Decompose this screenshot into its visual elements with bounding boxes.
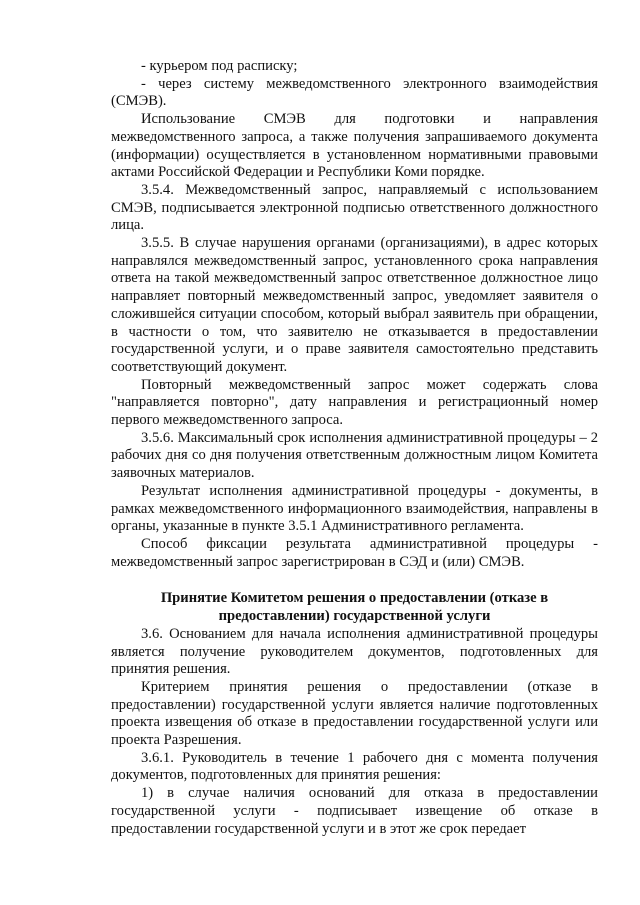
paragraph-3-5-5: 3.5.5. В случае нарушения органами (организациями), в адрес которых направлялся межведомственный запрос, установленного срока направления ответа на такой межведомственный запрос ответственное должностное лицо направляет повторный межведомственный запрос, уведомляет заявителя о сложившейся ситуации способом, который выбрал заявитель при обращении, в частности о том, что заявителю не отказывается в предоставлении государственной услуги, и о праве заявителя самостоятельно представить соответствующий документ. — [111, 235, 598, 375]
paragraph-smev-usage: Использование СМЭВ для подготовки и направления межведомственного запроса, а также получения запрашиваемого документа (информации) осуществляется в установленном нормативными правовыми актами Российской Федерации и Республики Коми порядке. — [111, 111, 598, 181]
section-heading: Принятие Комитетом решения о предоставлении (отказе в предоставлении) государственной услуги — [160, 590, 549, 625]
list-item-smev: - через систему межведомственного электронного взаимодействия (СМЭВ). — [111, 75, 598, 110]
paragraph-3-6-1: 3.6.1. Руководитель в течение 1 рабочего дня с момента получения документов, подготовленных для принятия решения: — [111, 749, 598, 784]
paragraph-repeat-request: Повторный межведомственный запрос может содержать слова "направляется повторно", дату направления и регистрационный номер первого межведомственного запроса. — [111, 376, 598, 429]
paragraph-fixation-method: Способ фиксации результата административной процедуры - межведомственный запрос зарегистрирован в СЭД и (или) СМЭВ. — [111, 535, 598, 570]
list-item-refusal: 1) в случае наличия оснований для отказа в предоставлении государственной услуги - подписывает извещение об отказе в предоставлении государственной услуги и в этот же срок передает — [111, 785, 598, 837]
paragraph-3-5-4: 3.5.4. Межведомственный запрос, направляемый с использованием СМЭВ, подписывается электронной подписью ответственного должностного лица. — [111, 181, 598, 234]
paragraph-result: Результат исполнения административной процедуры - документы, в рамках межведомственного информационного взаимодействия, направлены в органы, указанные в пункте 3.5.1 Административного регламента. — [111, 482, 598, 535]
paragraph-3-6: 3.6. Основанием для начала исполнения административной процедуры является получение руководителем документов, подготовленных для принятия решения. — [111, 625, 598, 678]
paragraph-criterion: Критерием принятия решения о предоставлении (отказе в предоставлении) государственной услуги является наличие подготовленных проекта извещения об отказе в предоставлении государственной услуги или проекта Разрешения. — [111, 678, 598, 749]
list-item-courier: - курьером под расписку; — [141, 58, 298, 74]
paragraph-3-5-6: 3.5.6. Максимальный срок исполнения административной процедуры – 2 рабочих дня со дня получения ответственным должностным лицом Комитета заявочных материалов. — [111, 429, 598, 482]
